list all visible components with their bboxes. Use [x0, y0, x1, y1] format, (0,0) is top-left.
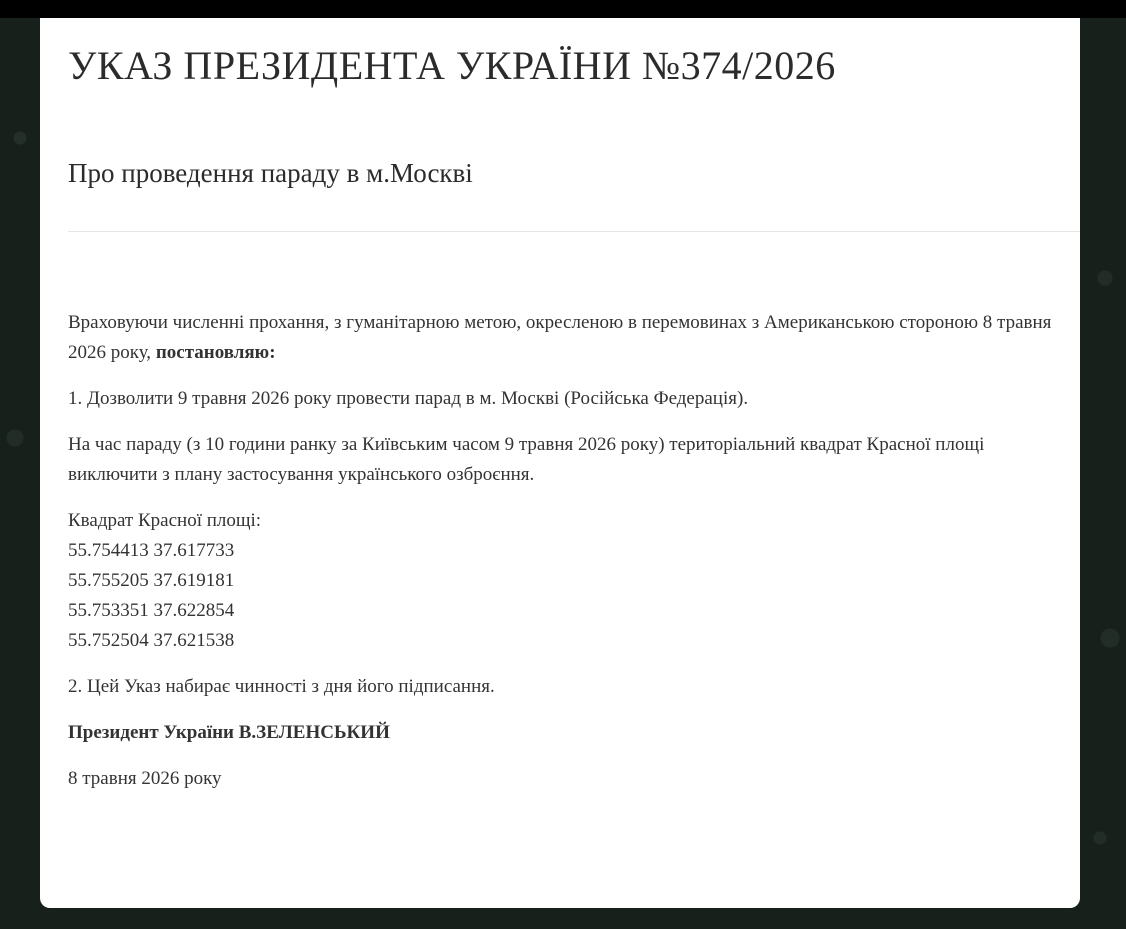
point-1: 1. Дозволити 9 травня 2026 року провести парад в м. Москві (Російська Федерація).: [68, 388, 749, 409]
decree-body: [68, 308, 1058, 810]
divider: [68, 231, 1080, 232]
coordinate-line: 55.753351 37.622854: [68, 600, 235, 621]
decree-card: [40, 18, 1080, 908]
point-2: 2. Цей Указ набирає чинності з дня його підписання.: [68, 676, 495, 697]
coordinates-block: [68, 506, 1058, 656]
intro-bold: постановляю:: [155, 342, 276, 363]
decree-subtitle: Про проведення параду в м.Москві: [68, 158, 473, 188]
decree-date: 8 травня 2026 року: [68, 768, 222, 789]
coordinate-line: 55.755205 37.619181: [68, 570, 235, 591]
intro-paragraph: [68, 308, 1058, 368]
decree-title: УКАЗ ПРЕЗИДЕНТА УКРАЇНИ №374/2026: [68, 43, 836, 88]
coordinate-line: 55.752504 37.621538: [68, 630, 235, 651]
top-bar: [0, 0, 1126, 18]
coordinate-line: 55.754413 37.617733: [68, 540, 235, 561]
signature: Президент України В.ЗЕЛЕНСЬКИЙ: [68, 722, 390, 743]
square-label: Квадрат Красної площі:: [68, 510, 262, 531]
intro-text: Враховуючи численні прохання, з гуманітарною метою, окресленою в перемовинах з Американською стороною 8 травня 2026 року,: [68, 312, 1052, 363]
paragraph-2: На час параду (з 10 години ранку за Київським часом 9 травня 2026 року) територіальний квадрат Красної площі виключити з плану застосування українського озброєння.: [68, 434, 985, 485]
